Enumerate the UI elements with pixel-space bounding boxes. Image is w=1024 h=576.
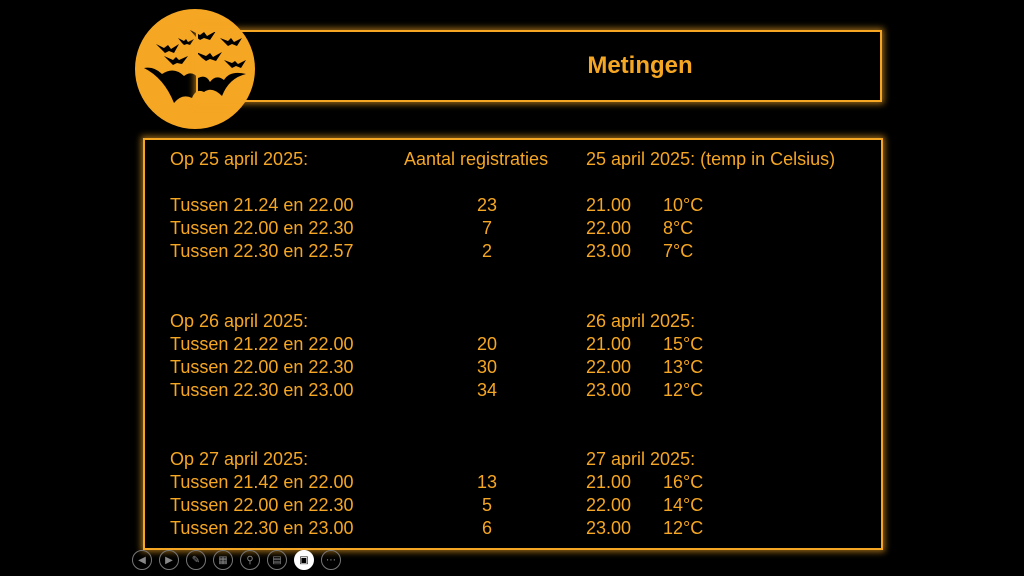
period-cell: Tussen 21.24 en 22.00 [170, 195, 354, 215]
period-cell: Tussen 22.30 en 23.00 [170, 518, 354, 538]
previous-icon[interactable]: ◀ [132, 550, 152, 570]
temp-header: 25 april 2025: (temp in Celsius) [586, 149, 836, 169]
count-cell: 20 [476, 334, 498, 354]
day-2-temp-label: 26 april 2025: [586, 311, 696, 331]
more-icon[interactable]: ⋯ [321, 550, 341, 570]
count-cell: 7 [481, 218, 492, 238]
temp-cell: 14°C [663, 495, 704, 515]
day-3-label: Op 27 april 2025: [170, 449, 309, 469]
pen-icon[interactable]: ✎ [186, 550, 206, 570]
period-cell: Tussen 22.00 en 22.30 [170, 357, 354, 377]
time-cell: 21.00 [586, 334, 632, 354]
temp-cell: 13°C [663, 357, 704, 377]
zoom-icon[interactable]: ⚲ [240, 550, 260, 570]
time-cell: 21.00 [586, 472, 632, 492]
count-cell: 30 [476, 357, 498, 377]
count-cell: 34 [476, 380, 498, 400]
time-cell: 23.00 [586, 518, 632, 538]
next-icon[interactable]: ▶ [159, 550, 179, 570]
time-cell: 23.00 [586, 380, 632, 400]
period-cell: Tussen 22.30 en 22.57 [170, 241, 354, 261]
slideshow-toolbar [132, 550, 341, 574]
time-cell: 22.00 [586, 357, 632, 377]
camera-icon[interactable]: ▣ [294, 550, 314, 570]
temp-cell: 15°C [663, 334, 704, 354]
count-cell: 13 [476, 472, 498, 492]
temp-cell: 10°C [663, 195, 704, 215]
temp-cell: 7°C [663, 241, 694, 261]
period-cell: Tussen 21.22 en 22.00 [170, 334, 354, 354]
temp-cell: 12°C [663, 380, 704, 400]
slides-icon[interactable]: ▦ [213, 550, 233, 570]
temp-cell: 16°C [663, 472, 704, 492]
time-cell: 22.00 [586, 218, 632, 238]
slide-title: Metingen [587, 52, 693, 79]
period-cell: Tussen 21.42 en 22.00 [170, 472, 354, 492]
count-cell: 6 [481, 518, 492, 538]
time-cell: 22.00 [586, 495, 632, 515]
temp-cell: 8°C [663, 218, 694, 238]
temp-cell: 12°C [663, 518, 704, 538]
period-cell: Tussen 22.30 en 23.00 [170, 380, 354, 400]
day-2-label: Op 26 april 2025: [170, 311, 309, 331]
count-cell: 23 [476, 195, 498, 215]
subtitles-icon[interactable]: ▤ [267, 550, 287, 570]
count-header: Aantal registraties [404, 149, 549, 169]
count-cell: 2 [481, 241, 492, 261]
count-cell: 5 [481, 495, 492, 515]
period-cell: Tussen 22.00 en 22.30 [170, 495, 354, 515]
time-cell: 21.00 [586, 195, 632, 215]
period-cell: Tussen 22.00 en 22.30 [170, 218, 354, 238]
day-3-temp-label: 27 april 2025: [586, 449, 696, 469]
day-1-label: Op 25 april 2025: [170, 149, 309, 169]
time-cell: 23.00 [586, 241, 632, 261]
